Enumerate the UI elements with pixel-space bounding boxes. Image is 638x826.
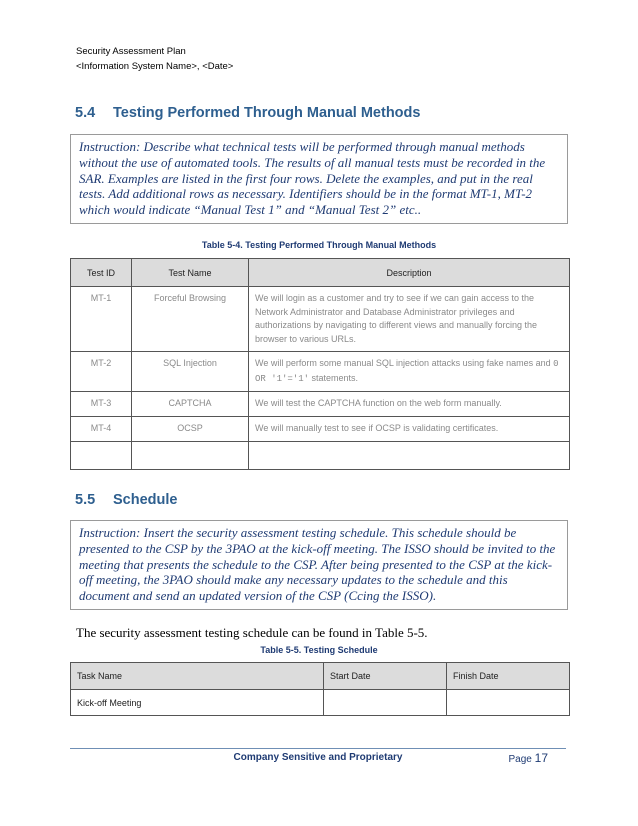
page-header [76, 44, 233, 74]
description-text: We will perform some manual SQL injection attacks using fake names and [255, 358, 554, 368]
column-header-description: Description [249, 259, 570, 287]
start-date-cell [324, 690, 447, 716]
empty-cell [132, 442, 249, 470]
section-number: 5.4 [75, 105, 96, 121]
header-document-title: Security Assessment Plan [76, 46, 186, 57]
column-header-start-date: Start Date [324, 663, 447, 690]
table-5-4-caption: Table 5-4. Testing Performed Through Manual Methods [201, 240, 437, 250]
schedule-body-text: The security assessment testing schedule can be found in Table 5-5. [76, 625, 428, 640]
table-row [71, 287, 570, 352]
test-description-cell: We will test the CAPTCHA function on the web form manually. [249, 392, 570, 417]
testing-schedule-table [70, 662, 570, 716]
test-name-cell: OCSP [132, 417, 249, 442]
table-header-row [71, 259, 570, 287]
test-name-cell: SQL Injection [132, 352, 249, 392]
section-title: Testing Performed Through Manual Methods [113, 105, 421, 121]
empty-cell [71, 442, 132, 470]
table-5-5-caption: Table 5-5. Testing Schedule [260, 645, 378, 655]
column-header-test-name: Test Name [132, 259, 249, 287]
instruction-box-5-5: Instruction: Insert the security assessment testing schedule. This schedule should be presented to the CSP by the 3PAO at the kick-off meeting. The ISSO should be invited to the meeting that presents the schedule to the CSP. After being presented to the CSP at the kick-off meeting, the 3PAO should make any necessary updates to the schedule and this document and send an updated version of the CSP (Ccing the ISSO). [70, 520, 568, 610]
table-header-row [71, 663, 570, 690]
description-text: statements. [309, 372, 359, 383]
column-header-test-id: Test ID [71, 259, 132, 287]
table-row [71, 417, 570, 442]
sql-code-snippet: 0 OR '1'='1' [255, 359, 559, 384]
column-header-task-name: Task Name [71, 663, 324, 690]
section-number: 5.5 [75, 492, 96, 508]
test-id-cell: MT-3 [71, 392, 132, 417]
test-description-cell: We will manually test to see if OCSP is validating certificates. [249, 417, 570, 442]
empty-cell [249, 442, 570, 470]
footer-confidentiality: Company Sensitive and Proprietary [233, 752, 403, 763]
page-number [509, 751, 549, 765]
section-5-4-heading [75, 105, 420, 121]
test-description-cell [249, 352, 570, 392]
table-row [71, 690, 570, 716]
page-number-value: 17 [534, 751, 548, 765]
section-5-5-heading [75, 492, 177, 508]
finish-date-cell [447, 690, 570, 716]
test-name-cell: Forceful Browsing [132, 287, 249, 352]
table-row [71, 352, 570, 392]
test-id-cell: MT-2 [71, 352, 132, 392]
footer-divider [70, 748, 566, 749]
task-name-cell: Kick-off Meeting [71, 690, 324, 716]
test-description-cell: We will login as a customer and try to see if we can gain access to the Network Administrator and Database Administrator privileges and authorizations by navigating to different views and manually forcing the browser to various URLs. [249, 287, 570, 352]
instruction-box-5-4: Instruction: Describe what technical tests will be performed through manual methods without the use of automated tools. The results of all manual tests must be recorded in the SAR. Examples are listed in the first four rows. Delete the examples, and put in the real tests. Add additional rows as necessary. Identifiers should be in the format MT-1, MT-2 which would indicate “Manual Test 1” and “Manual Test 2” etc.. [70, 134, 568, 224]
column-header-finish-date: Finish Date [447, 663, 570, 690]
empty-table-row [71, 442, 570, 470]
page-label: Page [508, 754, 532, 765]
test-name-cell: CAPTCHA [132, 392, 249, 417]
test-id-cell: MT-1 [71, 287, 132, 352]
section-title: Schedule [113, 492, 178, 508]
table-row [71, 392, 570, 417]
manual-tests-table [70, 258, 570, 470]
header-system-date: <Information System Name>, <Date> [76, 61, 234, 72]
test-id-cell: MT-4 [71, 417, 132, 442]
